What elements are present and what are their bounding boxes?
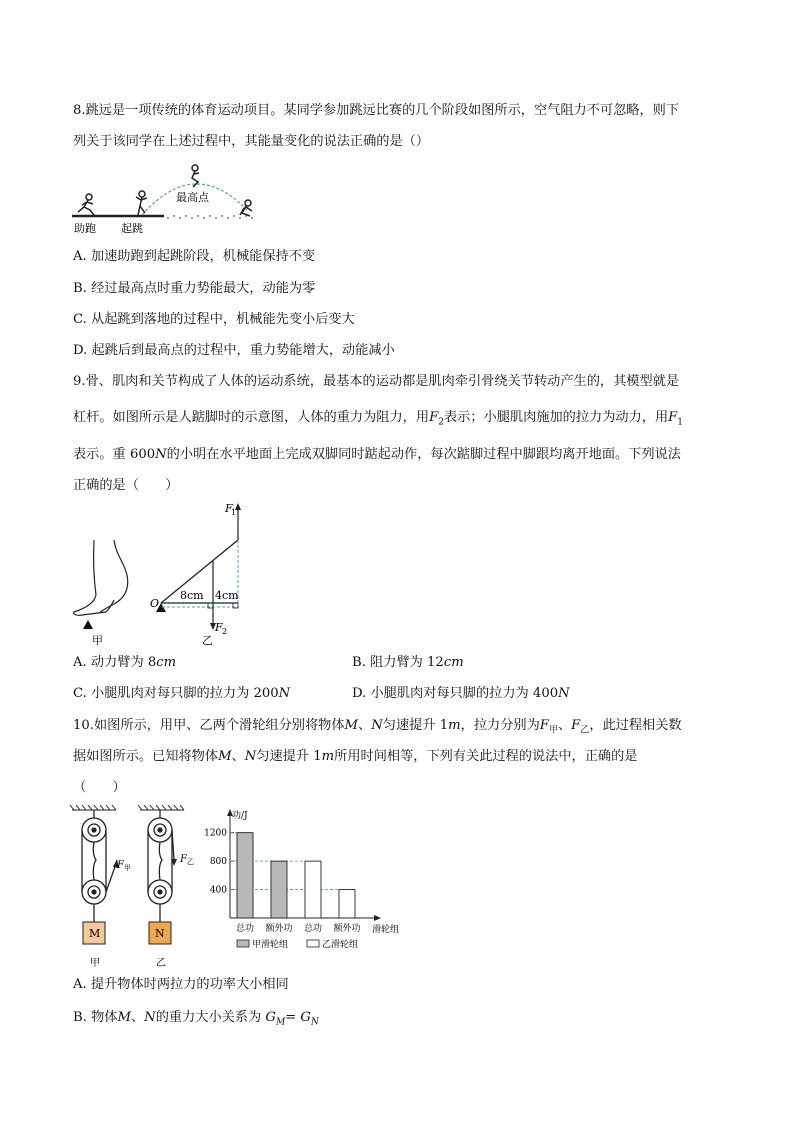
bar-yi-2 xyxy=(305,861,321,918)
jumper-figure xyxy=(136,191,147,215)
label-O: O xyxy=(150,597,160,610)
label-Fyi: F xyxy=(180,854,187,865)
label-jia-pulley: 甲 xyxy=(90,958,100,969)
label-jump: 起跳 xyxy=(121,222,143,235)
pulley-system-yi xyxy=(148,810,174,922)
label-N: N xyxy=(155,927,165,940)
q9-option-d[interactable]: D. 小腿肌肉对每只脚的拉力为 400N xyxy=(352,686,570,701)
q8-option-d[interactable]: D. 起跳后到最高点的过程中，重力势能增大，动能减小 xyxy=(73,343,395,358)
label-8cm: 8cm xyxy=(180,589,204,602)
q10-stem-line-1: 10.如图所示，用甲、乙两个滑轮组分别将物体M、N匀速提升 1m，拉力分别为$F_甲$、$F_乙$，此过程相关数 xyxy=(73,718,682,736)
label-4cm: 4cm xyxy=(215,589,239,602)
bar-jia-0 xyxy=(237,833,253,918)
x-tick-label: 总功 xyxy=(235,924,255,934)
legend-swatch-yi xyxy=(307,940,319,947)
q10-stem-line-3: （ ） xyxy=(73,780,126,795)
q8-stem-line-1: 8.跳远是一项传统的体育运动项目。某同学参加跳远比赛的几个阶段如图所示，空气阻力不可忽略，则下 xyxy=(73,103,680,118)
q9-option-a[interactable]: A. 动力臂为 8cm xyxy=(73,655,177,670)
bar-yi-3 xyxy=(339,890,355,918)
q9-option-c[interactable]: C. 小腿肌肉对每只脚的拉力为 200N xyxy=(73,686,291,701)
pivot-triangle-jia xyxy=(83,620,93,629)
landing-figure xyxy=(240,200,252,216)
label-M: M xyxy=(89,927,101,940)
legend-label-jia: 甲滑轮组 xyxy=(252,940,289,950)
foot-drawing xyxy=(73,540,127,615)
pulley-figure xyxy=(68,804,208,972)
q10-option-b[interactable]: B. 物体M、N的重力大小关系为 $G_M= G_N$ xyxy=(73,1010,319,1028)
label-yi: 乙 xyxy=(202,634,213,647)
y-axis-label: 功/J xyxy=(232,811,248,821)
label-Fyi-sub: 乙 xyxy=(187,858,194,866)
label-yi-pulley: 乙 xyxy=(156,958,166,969)
x-axis-arrow xyxy=(374,915,381,921)
x-tick-label: 总功 xyxy=(303,924,323,934)
runner-figure xyxy=(78,194,94,215)
work-bar-chart xyxy=(200,804,415,959)
q9-stem-line-2: 杠杆。如图所示是人踮脚时的示意图，人体的重力为阻力，用$F_2$表示；小腿肌肉施加的拉力为动力，用$F_1$ xyxy=(73,410,684,428)
x-tick-label: 额外功 xyxy=(265,924,293,934)
label-run: 助跑 xyxy=(74,222,96,235)
q9-stem-line-3: 表示。重 600N的小明在水平地面上完成双脚同时踮起动作，每次踮脚过程中脚跟均离开地面。下列说法 xyxy=(73,447,681,462)
sand-pit xyxy=(167,215,253,219)
q9-stem-line-1: 9.骨、肌肉和关节构成了人体的运动系统，最基本的运动都是肌肉牵引骨绕关节转动产生的，其模型就是 xyxy=(73,374,680,389)
q8-option-c[interactable]: C. 从起跳到落地的过程中，机械能先变小后变大 xyxy=(73,312,355,327)
q8-option-a[interactable]: A. 加速助跑到起跳阶段，机械能保持不变 xyxy=(73,249,316,264)
y-tick-label: 1200 xyxy=(204,828,227,839)
y-tick-label: 800 xyxy=(209,857,227,868)
lever-foot-figure xyxy=(70,500,260,650)
q9-option-b[interactable]: B. 阻力臂为 12cm xyxy=(352,655,464,670)
label-top: 最高点 xyxy=(176,191,209,204)
q9-stem-line-4: 正确的是（ ） xyxy=(73,478,179,493)
q8-stem-line-2: 列关于该同学在上述过程中，其能量变化的说法正确的是（） xyxy=(73,134,430,149)
y-tick-label: 400 xyxy=(209,885,227,896)
x-tick-label: 额外功 xyxy=(333,924,361,934)
pulley-system-jia xyxy=(82,810,116,922)
label-F2-sub: 2 xyxy=(222,627,228,636)
x-axis-label: 滑轮组 xyxy=(372,925,400,935)
long-jump-figure xyxy=(70,163,270,235)
label-Fjia-sub: 甲 xyxy=(124,864,131,872)
label-F1-sub: 1 xyxy=(231,508,237,517)
q10-option-a[interactable]: A. 提升物体时两拉力的功率大小相同 xyxy=(73,977,289,992)
q8-option-b[interactable]: B. 经过最高点时重力势能最大，动能为零 xyxy=(73,281,316,296)
legend-label-yi: 乙滑轮组 xyxy=(322,940,359,950)
label-F2: F xyxy=(215,621,223,634)
label-Fjia: F xyxy=(117,860,124,871)
label-F1: F xyxy=(225,502,233,515)
q10-stem-line-2: 据如图所示。已知将物体M、N匀速提升 1m所用时间相等，下列有关此过程的说法中，正确的是 xyxy=(73,749,638,764)
bar-jia-1 xyxy=(271,861,287,918)
label-jia: 甲 xyxy=(92,634,103,647)
legend-swatch-jia xyxy=(237,940,249,947)
